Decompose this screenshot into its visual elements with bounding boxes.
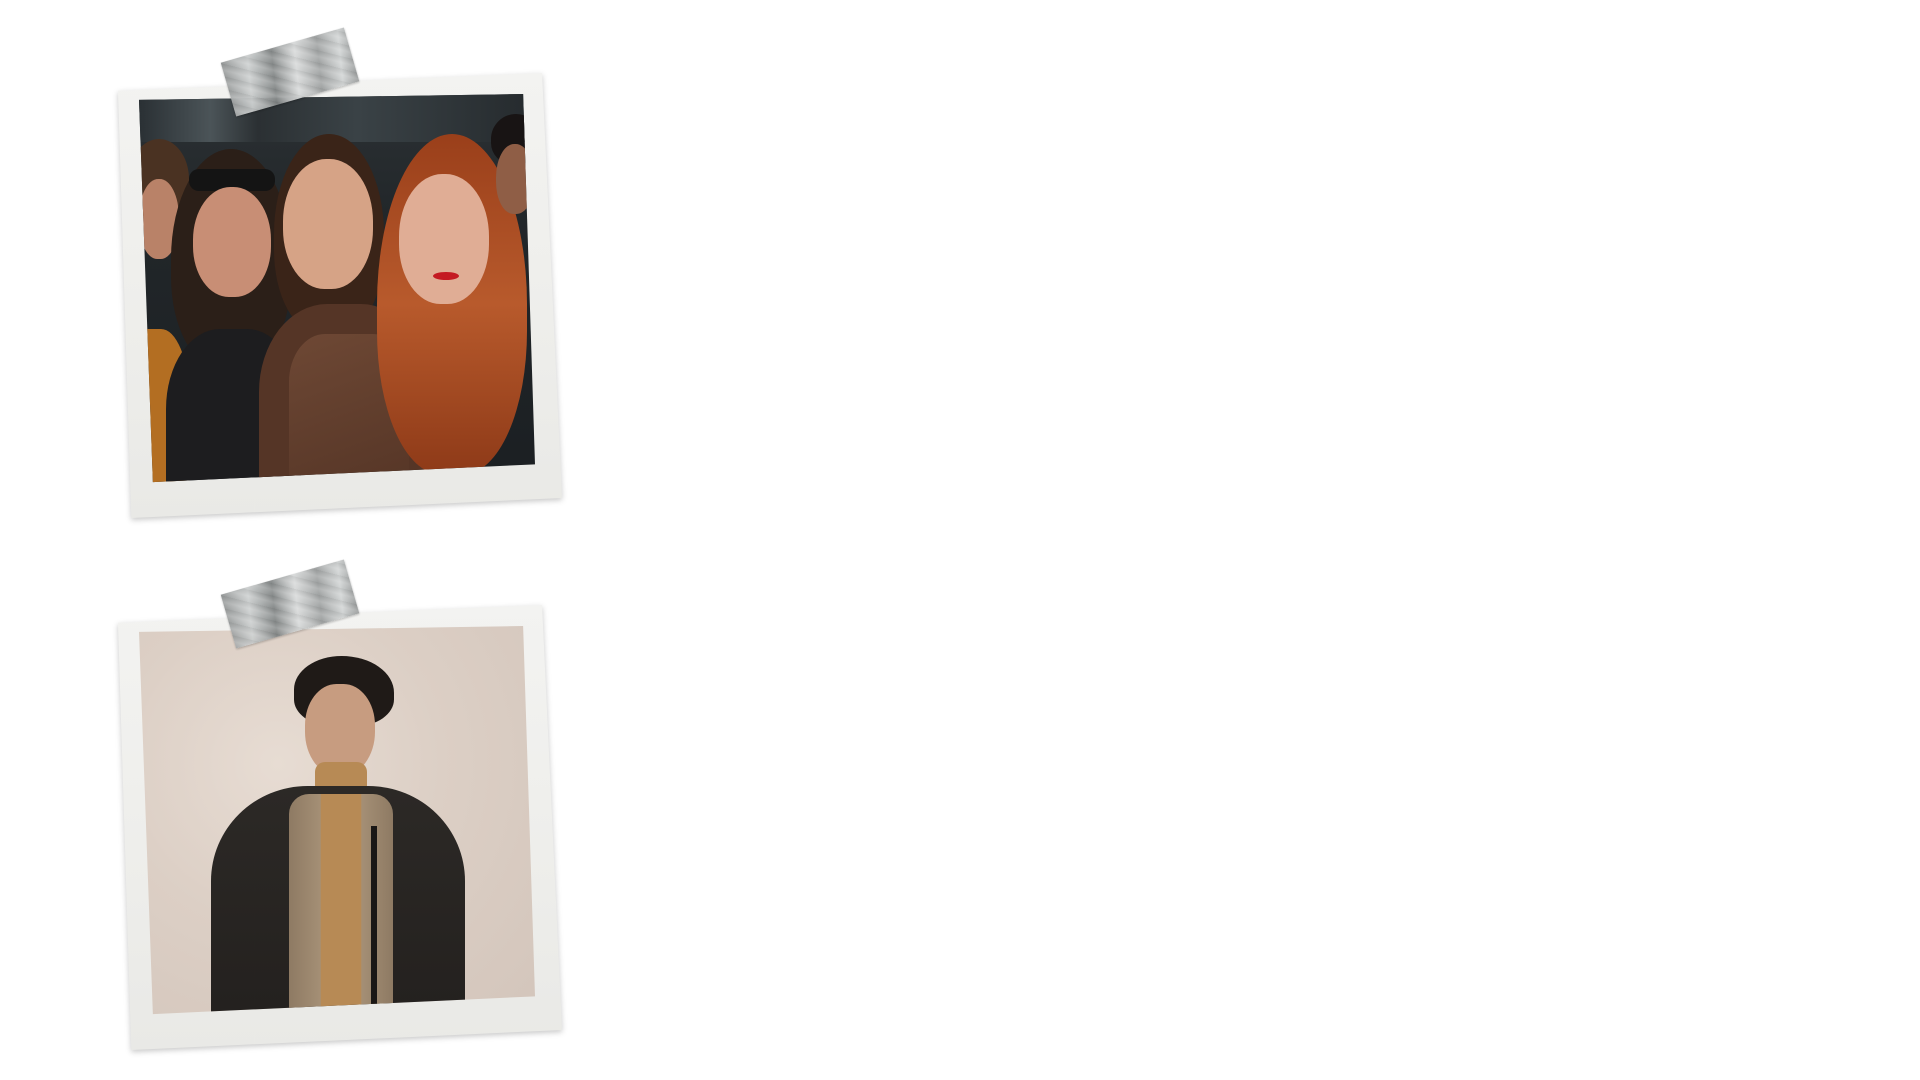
lips: [433, 272, 459, 280]
coat-zipper: [371, 826, 377, 1020]
man-portrait-photo: [139, 626, 535, 1020]
group-portrait-photo: [139, 94, 535, 488]
polaroid-frame-man: [118, 605, 562, 1050]
coat-lining: [289, 794, 393, 1020]
polaroid-frame-group: [118, 73, 562, 518]
